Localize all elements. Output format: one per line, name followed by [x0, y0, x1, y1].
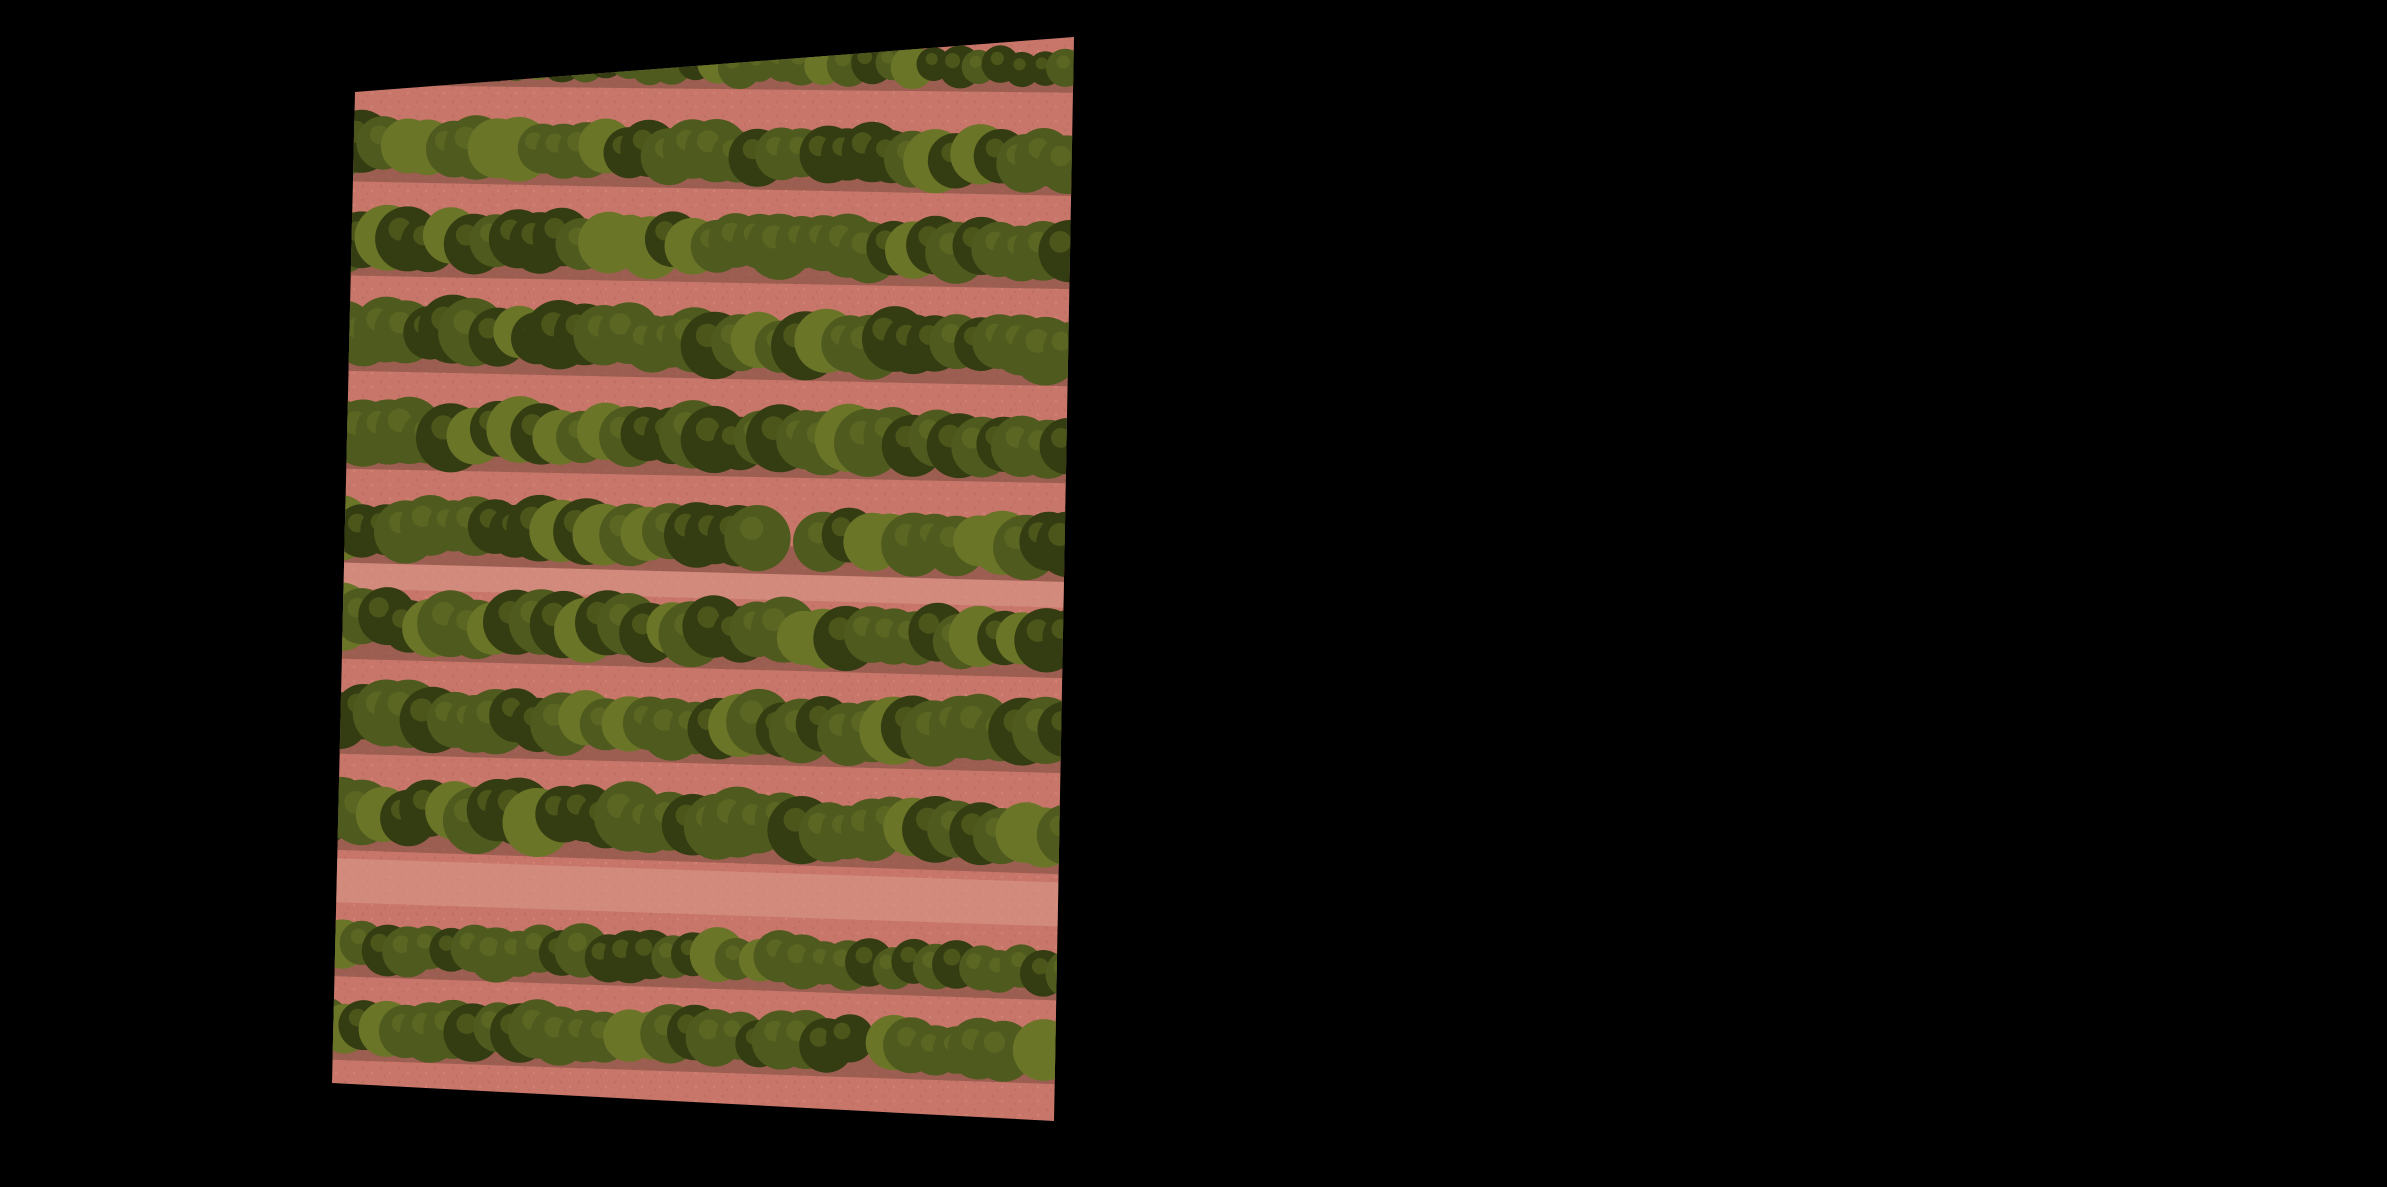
canopy-highlight: [303, 1006, 323, 1026]
canopy-highlight: [321, 595, 345, 619]
tree-canopy: [288, 208, 348, 268]
canopy-highlight: [301, 795, 323, 817]
canopy-highlight: [573, 51, 586, 64]
canopy-highlight: [815, 54, 828, 67]
canopy-highlight: [397, 51, 409, 63]
canopy-highlight: [617, 48, 630, 61]
tree-canopy: [290, 304, 356, 370]
canopy-highlight: [302, 125, 323, 146]
canopy-highlight: [1036, 57, 1048, 69]
tree-canopy: [391, 44, 426, 79]
canopy-highlight: [750, 54, 762, 66]
tree-canopy: [295, 918, 342, 965]
canopy-highlight: [330, 47, 344, 61]
canopy-highlight: [926, 53, 938, 65]
canopy-highlight: [499, 128, 522, 151]
canopy-highlight: [420, 48, 432, 60]
canopy-highlight: [901, 53, 916, 68]
tree-canopy: [289, 114, 350, 175]
canopy-highlight: [612, 1018, 630, 1036]
canopy-highlight: [740, 517, 763, 540]
canopy-highlight: [324, 311, 345, 332]
canopy-highlight: [1014, 58, 1026, 70]
tree-canopy: [1038, 702, 1093, 757]
tree-canopy: [1040, 418, 1096, 474]
tree-canopy: [287, 397, 347, 457]
canopy-highlight: [639, 55, 652, 68]
tree-canopy: [473, 37, 518, 82]
canopy-highlight: [943, 949, 960, 966]
tree-canopy: [455, 41, 495, 81]
photo-area: [287, 0, 1120, 1187]
tree-canopy: [435, 39, 474, 78]
canopy-highlight: [725, 945, 740, 960]
canopy-highlight: [440, 46, 454, 60]
canopy-highlight: [1057, 55, 1070, 68]
tree-canopy: [650, 42, 693, 85]
canopy-highlight: [1048, 523, 1071, 546]
canopy-highlight: [810, 1028, 829, 1047]
canopy-highlight: [1053, 958, 1070, 975]
tree-canopy: [320, 40, 359, 79]
tree-canopy: [1040, 1028, 1092, 1080]
tree-canopy: [1038, 135, 1097, 194]
canopy-highlight: [1049, 231, 1071, 253]
tree-canopy: [1043, 610, 1098, 665]
canopy-highlight: [659, 49, 674, 64]
tree-canopy: [497, 44, 534, 81]
canopy-highlight: [507, 50, 520, 63]
canopy-highlight: [791, 49, 807, 65]
canopy-highlight: [1051, 711, 1070, 730]
tree-canopy: [344, 42, 382, 80]
tree-canopy: [1036, 511, 1102, 577]
canopy-highlight: [984, 1031, 1005, 1052]
canopy-highlight: [323, 221, 345, 243]
canopy-highlight: [303, 506, 323, 526]
canopy-highlight: [725, 53, 740, 68]
canopy-highlight: [1051, 428, 1071, 448]
canopy-highlight: [376, 51, 388, 63]
canopy-highlight: [635, 939, 652, 956]
canopy-highlight: [300, 316, 323, 339]
canopy-highlight: [857, 49, 872, 64]
tree-canopy: [289, 680, 347, 738]
canopy-highlight: [529, 49, 542, 62]
canopy-highlight: [703, 49, 718, 64]
canopy-highlight: [1053, 1037, 1071, 1055]
canopy-highlight: [683, 51, 696, 64]
tree-canopy: [298, 40, 338, 80]
canopy-highlight: [945, 53, 960, 68]
canopy-highlight: [970, 56, 982, 68]
tree-canopy: [416, 42, 450, 76]
canopy-highlight: [856, 947, 873, 964]
tree-canopy: [291, 496, 348, 553]
tree-canopy: [369, 45, 403, 79]
canopy-highlight: [549, 47, 564, 62]
tree-canopy: [1037, 804, 1098, 865]
canopy-highlight: [324, 128, 345, 149]
canopy-highlight: [308, 47, 322, 61]
canopy-highlight: [303, 691, 323, 711]
canopy-highlight: [462, 48, 476, 62]
canopy-highlight: [306, 926, 322, 942]
canopy-highlight: [483, 45, 499, 61]
canopy-highlight: [302, 407, 323, 428]
canopy-highlight: [302, 219, 323, 240]
canopy-highlight: [834, 1023, 851, 1040]
canopy-highlight: [1050, 146, 1071, 167]
canopy-highlight: [595, 49, 608, 62]
canopy-highlight: [568, 933, 587, 952]
canopy-highlight: [322, 506, 345, 529]
tree-canopy: [1039, 220, 1101, 282]
canopy-highlight: [323, 411, 345, 433]
canopy-highlight: [1050, 815, 1071, 836]
canopy-highlight: [1051, 619, 1070, 638]
tree-canopy: [1043, 322, 1098, 377]
canopy-highlight: [353, 49, 366, 62]
tree-canopy: [519, 42, 557, 80]
canopy-highlight: [991, 52, 1004, 65]
canopy-highlight: [835, 51, 850, 66]
canopy-highlight: [301, 594, 323, 616]
canopy-highlight: [699, 1019, 719, 1039]
canopy-highlight: [1052, 332, 1071, 351]
tree-canopy: [1045, 950, 1094, 999]
